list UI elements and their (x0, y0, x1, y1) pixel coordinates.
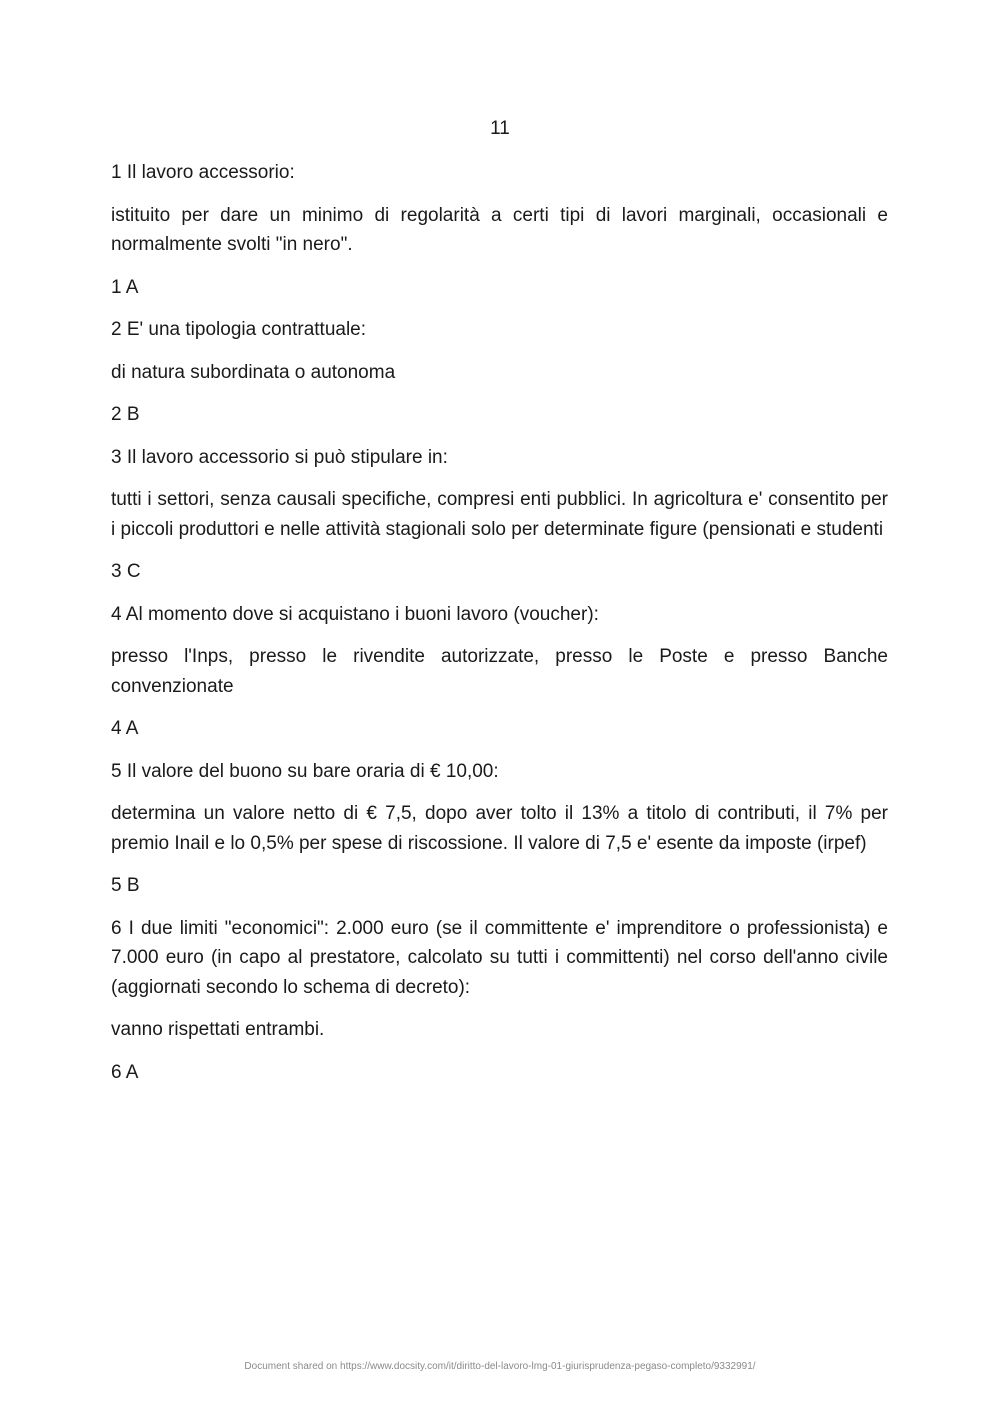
answer-code: 2 B (111, 404, 140, 425)
question-text: 6 I due limiti "economici": 2.000 euro (se il committente e' imprenditore o professionista) e 7.000 euro (in capo al prestatore, calcolato su tutti i committenti) nel corso dell'anno civile (aggiornati secondo lo schema di decreto): (111, 917, 888, 998)
answer-code: 3 C (111, 561, 141, 582)
qa-item-5 (111, 757, 888, 901)
answer-code: 5 B (111, 875, 140, 896)
question-text: 4 Al momento dove si acquistano i buoni lavoro (voucher): (111, 603, 599, 625)
answer-text: di natura subordinata o autonoma (111, 361, 396, 383)
question-text: 5 Il valore del buono su bare oraria di € 10,00: (111, 760, 499, 782)
answer-code: 1 A (111, 276, 139, 298)
document-body (111, 158, 888, 1100)
answer-code: 4 A (111, 718, 139, 739)
footer-share-notice: Document shared on https://www.docsity.com/it/diritto-del-lavoro-lmg-01-giurisprudenza-pegaso-completo/9332991/ (244, 1361, 756, 1372)
question-text: 3 Il lavoro accessorio si può stipulare in: (111, 446, 448, 468)
answer-text: tutti i settori, senza causali specifiche, compresi enti pubblici. In agricoltura e' consentito per i piccoli produttori e nelle attività stagionali solo per determinate figure (pensionati e studenti (111, 489, 888, 540)
question-text: 2 E' una tipologia contrattuale: (111, 319, 367, 340)
page-number: 11 (490, 118, 510, 139)
qa-item-3 (111, 443, 888, 587)
question-text: 1 Il lavoro accessorio: (111, 162, 295, 183)
answer-text: vanno rispettati entrambi. (111, 1019, 325, 1040)
qa-item-6 (111, 914, 888, 1088)
qa-item-1 (111, 158, 888, 302)
answer-text: presso l'Inps, presso le rivendite autorizzate, presso le Poste e presso Banche convenzionate (111, 646, 888, 697)
answer-text: istituito per dare un minimo di regolarità a certi tipi di lavori marginali, occasionali e normalmente svolti "in nero". (111, 204, 888, 255)
answer-text: determina un valore netto di € 7,5, dopo aver tolto il 13% a titolo di contributi, il 7% per premio Inail e lo 0,5% per spese di riscossione. Il valore di 7,5 e' esente da imposte (irpef) (111, 803, 888, 854)
qa-item-2 (111, 315, 888, 430)
answer-code: 6 A (111, 1061, 139, 1083)
qa-item-4 (111, 600, 888, 744)
